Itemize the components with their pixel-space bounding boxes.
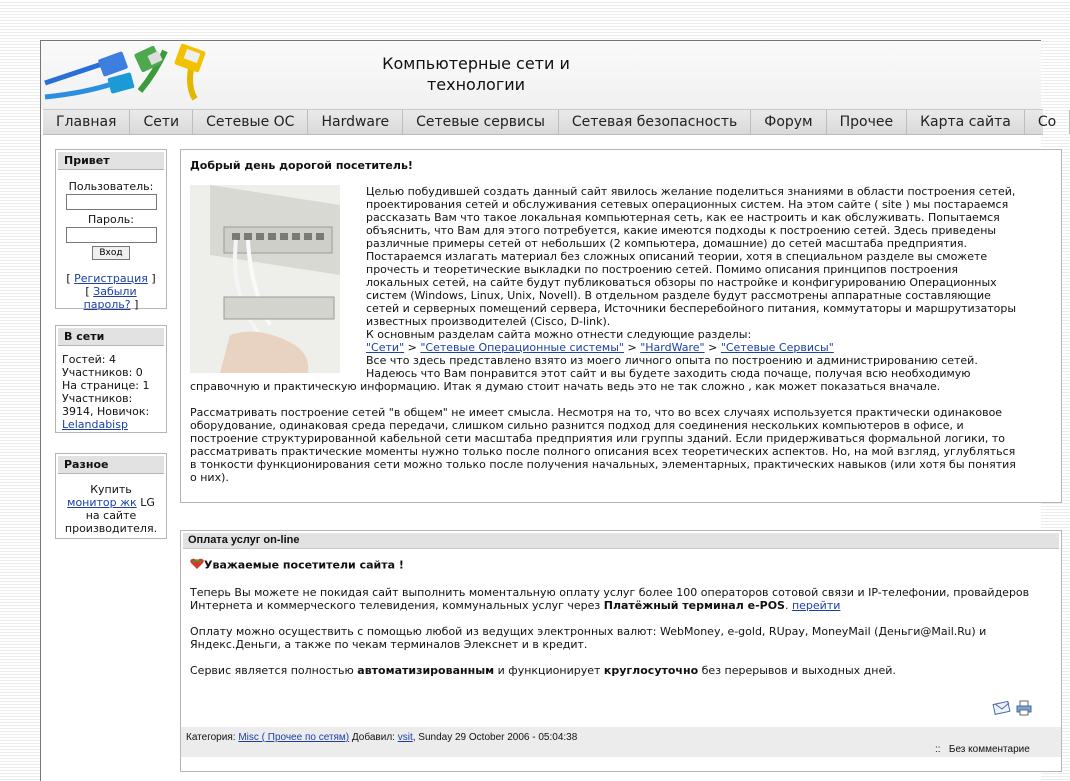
nav-sitemap[interactable]: Карта сайта	[907, 110, 1025, 134]
sections-label: К основным разделам сайта можно отнести следующие разделы:	[366, 328, 752, 341]
total-members-value: 3914, Новичок:	[62, 405, 150, 418]
link-separator: >	[708, 341, 718, 354]
added-by-label: Добавил:	[351, 732, 395, 743]
online-heading: В сети	[58, 328, 164, 346]
nav-more[interactable]: Со	[1025, 110, 1070, 134]
nav-hardware[interactable]: Hardware	[308, 110, 403, 134]
misc-block	[55, 453, 167, 539]
monitor-link[interactable]: монитор жк	[67, 496, 137, 509]
intro-text: Целью побудившей создать данный сайт явилось желание поделиться знаниями в области построения сетей, проектирования сетей и обслуживания сетевых операционных систем. На этом сайте ( site ) мы постараемся рассказать Вам что такое локальная компьютерная сеть, как ее настроить и как обслуживать. Попытаемся объяснить, что Вам для этого потребуется, какие имеются подходы к построению сетей. Здесь приведены различные примеры сетей от небольших (2 компьютера, домашние) до сетей масштаба предприятия. Постараемся излагать материал без сложных описаний теории, хотя в специальном разделе вы сможете прочесть и теоретические выкладки по построению сетей. Помимо описания принципов построения локальных сетей, на сайте будут публиковаться обзоры по настройке и конфигурированию Операционных систем (Windows, Linux, Unix, Novell). В отдельном разделе будут рассмотрены аппаратные составляющие сетей и серверных помещений сервера, Источники бесперебойного питания, коммутаторы и маршрутизаторы известных производителей (Cisco, D-link).	[366, 185, 1017, 328]
payment-terminal-name: Платёжный терминал e-POS	[603, 599, 785, 612]
online-block	[55, 325, 167, 433]
payment-p1-dot: .	[784, 599, 789, 612]
misc-heading: Разное	[58, 456, 164, 474]
site-title	[366, 53, 586, 95]
nav-other[interactable]: Прочее	[827, 110, 907, 134]
nav-network-security[interactable]: Сетевая безопасность	[559, 110, 751, 134]
payment-go-link[interactable]: перейти	[791, 599, 841, 612]
link-network-os[interactable]: "Сетевые Операционные системы"	[420, 341, 624, 354]
password-input[interactable]	[66, 227, 157, 243]
site-header	[41, 41, 1041, 109]
comments-link[interactable]: Без комментарие	[948, 744, 1030, 755]
category-label: Категория:	[186, 732, 236, 743]
main-navigation	[43, 109, 1057, 135]
link-hardware[interactable]: "HardWare"	[640, 341, 705, 354]
payment-paragraph-1	[190, 586, 1052, 612]
payment-greeting: Уважаемые посетители сайта !	[204, 558, 404, 572]
payment-p3-b: и функционирует	[497, 664, 601, 677]
nav-network-os[interactable]: Сетевые ОС	[193, 110, 308, 134]
username-input[interactable]	[66, 194, 157, 210]
nav-forum[interactable]: Форум	[751, 110, 826, 134]
login-button[interactable]: Вход	[92, 246, 129, 260]
payment-paragraph-2: Оплату можно осуществить с помощью любой из ведущих электронных валют: WebMoney, e-gold, RUpay, MoneyMail (Деньги@Mail.Ru) и Яндекс.Деньги, а также по чекам терминалов Элекснет и в кредит.	[190, 625, 987, 651]
article-footer	[181, 727, 1061, 757]
payment-greeting-row	[190, 558, 1052, 573]
nav-network-services[interactable]: Сетевые сервисы	[403, 110, 559, 134]
article-meta	[186, 732, 577, 743]
article-date: , Sunday 29 October 2006 - 05:04:38	[412, 732, 578, 743]
print-article-icon[interactable]	[1017, 701, 1031, 718]
link-network-services[interactable]: "Сетевые Сервисы"	[720, 341, 834, 354]
password-label: Пароль:	[88, 213, 134, 226]
comments-separator: ::	[935, 744, 941, 755]
misc-text-buy: Купить	[90, 483, 132, 496]
payment-p3-bold-automated: автоматизированным	[357, 664, 495, 677]
network-cables-logo[interactable]	[45, 43, 230, 103]
forgot-password-link[interactable]: Забыли пароль?	[83, 285, 137, 311]
welcome-box	[180, 149, 1062, 503]
nav-home[interactable]: Главная	[43, 110, 130, 134]
patch-panel-photo	[190, 185, 340, 373]
payment-p3-bold-247: круглосуточно	[603, 664, 699, 677]
site-title-line1: Компьютерные сети и	[382, 54, 570, 73]
payment-p3-a: Сервис является полностью	[190, 664, 354, 677]
payment-p1-text: Теперь Вы можете не покидая сайт выполнить моментальную оплату услуг более 100 операторов сотовой связи и IP-телефонии, провайдеров Интернета и коммерческого телевидения, коммунальных услуг через	[190, 586, 1030, 612]
login-heading: Привет	[58, 152, 164, 170]
on-page-count: На странице: 1	[62, 379, 150, 392]
register-link[interactable]: Регистрация	[74, 272, 148, 285]
welcome-heading: Добрый день дорогой посетитель!	[190, 159, 413, 172]
payment-heading: Оплата услуг on-line	[183, 533, 1059, 549]
category-link[interactable]: Misc ( Прочее по сетям)	[238, 732, 350, 743]
members-count: Участников: 0	[62, 366, 143, 379]
author-link[interactable]: vsit	[397, 732, 413, 743]
total-members-label: Участников:	[62, 392, 133, 405]
newest-member-link[interactable]: Lelandabisp	[62, 418, 128, 431]
site-title-line2: технологии	[426, 75, 526, 94]
login-block	[55, 149, 167, 309]
comments-row	[935, 744, 1030, 755]
article-icons	[993, 701, 1031, 718]
email-article-icon[interactable]	[993, 701, 1011, 718]
payment-box	[180, 530, 1062, 772]
payment-p3-c: без перерывов и выходных дней.	[701, 664, 896, 677]
page	[40, 40, 1057, 781]
username-label: Пользователь:	[68, 180, 154, 193]
link-networks[interactable]: "Сети"	[366, 341, 405, 354]
guests-count: Гостей: 4	[62, 353, 117, 366]
link-separator: >	[627, 341, 637, 354]
general-text: Рассматривать построение сетей "в общем" не имеет смысла. Несмотря на то, что во всех случаях используется практически одинаковое оборудование, одинаковая среда передачи, слишком сильно разнится подход для соединения нескольких компьютеров в офисе, и построение структурированной кабельной сети масштаба предприятия или группы зданий. Если придерживаться формальной логики, то рассматривать практические моменты нужно только после полного описания всех теоретических аспектов. Но, на мой взгляд, углубляться в тонкости функционирования сети можно только после получения начальных, элементарных, практических навыков (или хотя бы понятия о них).	[190, 406, 1016, 484]
misc-text-rest: LG на сайте производителя.	[64, 496, 158, 535]
nav-networks[interactable]: Сети	[130, 110, 193, 134]
experience-text: Все что здесь представлено взято из моего личного опыта по построению и администрированию сетей. Надеюсь что Вам понравится этот сайт и вы будете заходить сюда почаще, получая всю необходимую справочную и практическую информацию. Итак я думаю стоит начать ведь это не так сложно , как может показаться вначале.	[190, 354, 978, 393]
payment-paragraph-3	[190, 664, 1052, 677]
heart-gift-icon	[190, 558, 204, 573]
link-separator: >	[407, 341, 417, 354]
register-row: [ Регистрация ]	[66, 272, 156, 285]
forgot-row: [ Забыли пароль? ]	[83, 285, 139, 311]
